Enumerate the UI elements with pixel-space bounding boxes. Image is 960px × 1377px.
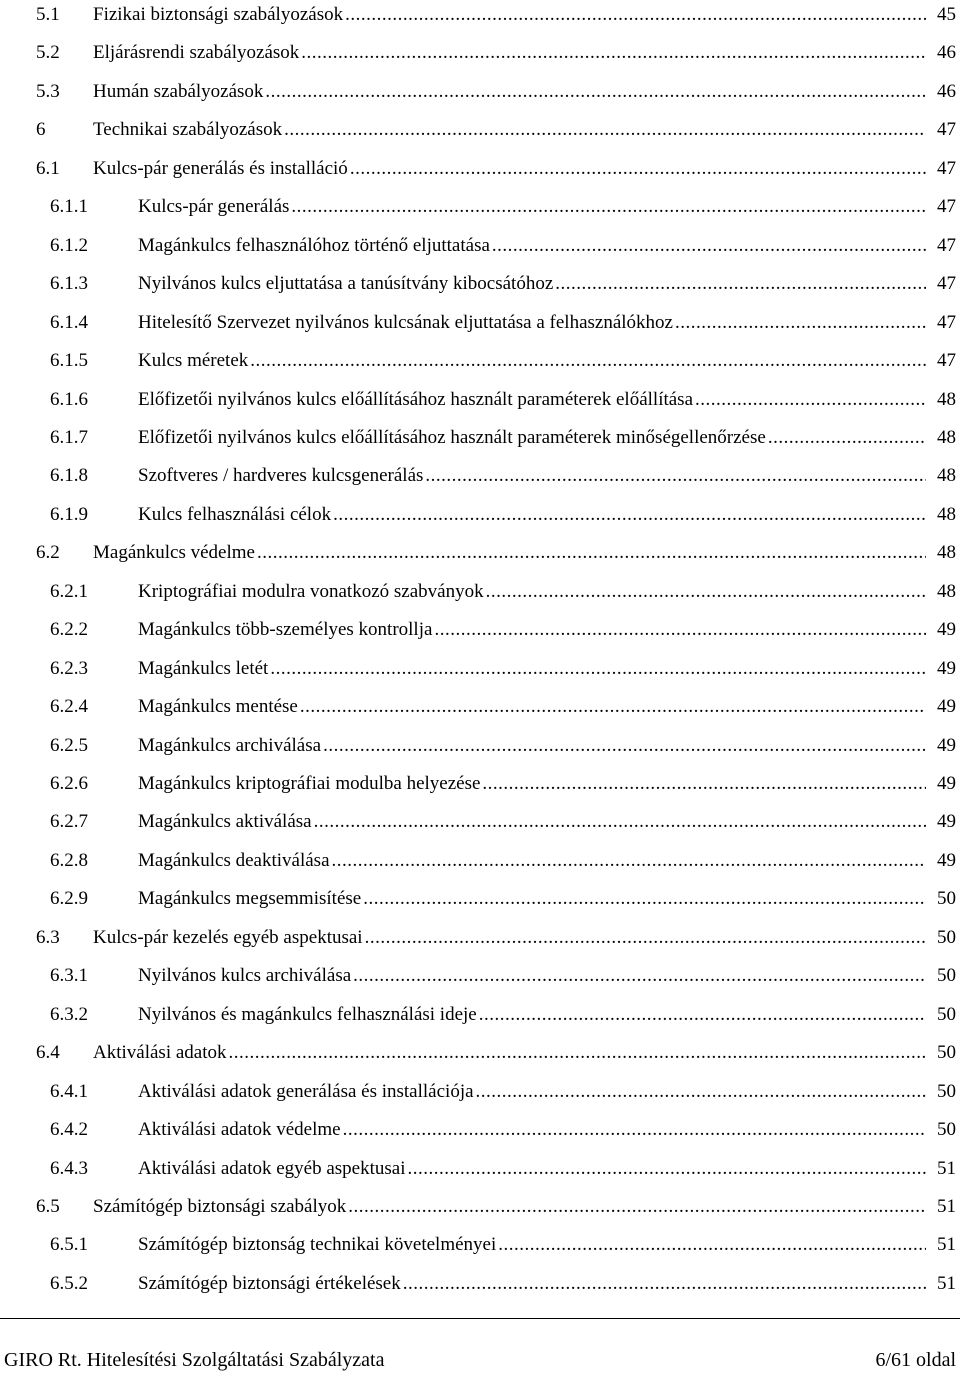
toc-entry-leader bbox=[138, 385, 926, 415]
toc-entry-title: Magánkulcs deaktiválása bbox=[138, 849, 330, 871]
toc-entry-page: 46 bbox=[937, 80, 956, 102]
toc-entry[interactable] bbox=[0, 423, 960, 453]
toc-entry-page: 48 bbox=[937, 388, 956, 410]
toc-entry-page: 50 bbox=[937, 926, 956, 948]
dot-leader bbox=[229, 1038, 927, 1068]
toc-entry-title: Kulcs méretek bbox=[138, 350, 249, 372]
toc-entry-page: 51 bbox=[937, 1195, 956, 1217]
dot-leader bbox=[555, 269, 926, 299]
toc-entry-title: Előfizetői nyilvános kulcs előállításához használt paraméterek előállítása bbox=[138, 388, 694, 410]
dot-leader bbox=[479, 1000, 926, 1030]
toc-entry-number: 5.2 bbox=[36, 42, 60, 64]
toc-entry[interactable] bbox=[0, 654, 960, 684]
toc-entry-leader bbox=[138, 269, 926, 299]
dot-leader bbox=[265, 77, 926, 107]
toc-entry-title: Számítógép biztonsági szabályok bbox=[93, 1195, 347, 1217]
toc-entry-number: 6.4.1 bbox=[50, 1080, 88, 1102]
page-footer bbox=[0, 1318, 960, 1377]
toc-entry-title: Technikai szabályozások bbox=[93, 119, 283, 141]
toc-entry-number: 6.2.2 bbox=[50, 619, 88, 641]
toc-entry-number: 6.1.1 bbox=[50, 196, 88, 218]
toc-entry-number: 6.1.3 bbox=[50, 273, 88, 295]
toc-entry-page: 46 bbox=[937, 42, 956, 64]
toc-entry-page: 50 bbox=[937, 1042, 956, 1064]
toc-entry-number: 6.4.3 bbox=[50, 1157, 88, 1179]
toc-entry-page: 51 bbox=[937, 1157, 956, 1179]
toc-entry-title: Kulcs-pár generálás bbox=[138, 196, 290, 218]
toc-entry-title: Kriptográfiai modulra vonatkozó szabványok bbox=[138, 580, 484, 602]
toc-entry-leader bbox=[138, 1115, 926, 1145]
toc-entry[interactable] bbox=[0, 577, 960, 607]
toc-entry-leader bbox=[138, 500, 926, 530]
toc-entry[interactable] bbox=[0, 115, 960, 145]
dot-leader bbox=[492, 231, 926, 261]
toc-entry-title: Magánkulcs megsemmisítése bbox=[138, 888, 362, 910]
toc-entry-title: Magánkulcs felhasználóhoz történő eljuttatása bbox=[138, 234, 490, 256]
toc-entry-title: Kulcs-pár kezelés egyéb aspektusai bbox=[93, 926, 363, 948]
toc-entry-number: 6.1.5 bbox=[50, 350, 88, 372]
toc-entry-number: 6.2.7 bbox=[50, 811, 88, 833]
dot-leader bbox=[498, 1230, 926, 1260]
toc-entry-title: Előfizetői nyilvános kulcs előállításához használt paraméterek minőségellenőrzése bbox=[138, 426, 766, 448]
toc-entry-page: 49 bbox=[937, 811, 956, 833]
toc-entry-page: 50 bbox=[937, 1119, 956, 1141]
toc-entry-leader bbox=[93, 538, 926, 568]
toc-entry-leader bbox=[138, 1269, 926, 1299]
toc-entry-page: 50 bbox=[937, 965, 956, 987]
toc-entry-leader bbox=[138, 1077, 926, 1107]
dot-leader bbox=[343, 1115, 926, 1145]
toc-entry[interactable] bbox=[0, 807, 960, 837]
toc-entry-leader bbox=[138, 807, 926, 837]
toc-entry-number: 6.2.9 bbox=[50, 888, 88, 910]
toc-entry-title: Magánkulcs archiválása bbox=[138, 734, 322, 756]
toc-entry-number: 5.3 bbox=[36, 80, 60, 102]
toc-entry[interactable] bbox=[0, 500, 960, 530]
toc-entry-page: 47 bbox=[937, 234, 956, 256]
toc-entry-leader bbox=[93, 1192, 926, 1222]
dot-leader bbox=[768, 423, 926, 453]
toc-entry-number: 6.5 bbox=[36, 1195, 60, 1217]
dot-leader bbox=[291, 192, 926, 222]
toc-entry-number: 6.3.1 bbox=[50, 965, 88, 987]
toc-entry-page: 49 bbox=[937, 619, 956, 641]
dot-leader bbox=[333, 500, 926, 530]
toc-entry-title: Magánkulcs letét bbox=[138, 657, 269, 679]
toc-entry-page: 47 bbox=[937, 311, 956, 333]
toc-entry-title: Nyilvános és magánkulcs felhasználási ideje bbox=[138, 1003, 477, 1025]
dot-leader bbox=[365, 923, 926, 953]
toc-entry-leader bbox=[93, 115, 926, 145]
dot-leader bbox=[284, 115, 926, 145]
toc-entry[interactable] bbox=[0, 38, 960, 68]
toc-entry-leader bbox=[138, 1154, 926, 1184]
toc-entry-page: 50 bbox=[937, 1003, 956, 1025]
toc-entry-leader bbox=[93, 77, 926, 107]
footer-document-title: GIRO Rt. Hitelesítési Szolgáltatási Szabályzata bbox=[4, 1349, 385, 1371]
toc-entry[interactable] bbox=[0, 308, 960, 338]
toc-entry-number: 6.2 bbox=[36, 542, 60, 564]
toc-entry-title: Aktiválási adatok védelme bbox=[138, 1119, 341, 1141]
toc-entry-title: Eljárásrendi szabályozások bbox=[93, 42, 300, 64]
dot-leader bbox=[323, 731, 926, 761]
toc-entry-number: 6.2.1 bbox=[50, 580, 88, 602]
toc-entry[interactable] bbox=[0, 1077, 960, 1107]
dot-leader bbox=[348, 1192, 926, 1222]
toc-entry-leader bbox=[138, 692, 926, 722]
toc-entry[interactable] bbox=[0, 192, 960, 222]
toc-entry[interactable] bbox=[0, 1038, 960, 1068]
toc-entry-title: Kulcs-pár generálás és installáció bbox=[93, 157, 348, 179]
toc-entry-page: 51 bbox=[937, 1272, 956, 1294]
toc-entry-page: 49 bbox=[937, 696, 956, 718]
toc-entry[interactable] bbox=[0, 923, 960, 953]
toc-entry-leader bbox=[138, 308, 926, 338]
toc-entry-title: Magánkulcs kriptográfiai modulba helyezése bbox=[138, 773, 481, 794]
toc-entry-leader bbox=[93, 923, 926, 953]
toc-entry-number: 6.5.1 bbox=[50, 1234, 88, 1256]
toc-entry-number: 6 bbox=[36, 119, 46, 141]
toc-entry-page: 49 bbox=[937, 773, 956, 794]
toc-entry-page: 51 bbox=[937, 1234, 956, 1256]
toc-entry-number: 6.5.2 bbox=[50, 1272, 88, 1294]
toc-entry-leader bbox=[138, 654, 926, 684]
toc-entry-title: Nyilvános kulcs archiválása bbox=[138, 965, 352, 987]
toc-entry-number: 6.1.6 bbox=[50, 388, 88, 410]
dot-leader bbox=[408, 1154, 926, 1184]
toc-entry-number: 6.1.4 bbox=[50, 311, 88, 333]
toc-entry-page: 49 bbox=[937, 657, 956, 679]
toc-entry-leader bbox=[138, 577, 926, 607]
toc-entry[interactable] bbox=[0, 961, 960, 991]
dot-leader bbox=[476, 1077, 926, 1107]
toc-entry-number: 6.4 bbox=[36, 1042, 60, 1064]
toc-entry-title: Számítógép biztonsági értékelések bbox=[138, 1272, 401, 1294]
toc-entry-leader bbox=[138, 346, 926, 376]
toc-entry-page: 48 bbox=[937, 580, 956, 602]
toc-entry-number: 6.1.8 bbox=[50, 465, 88, 487]
dot-leader bbox=[314, 807, 926, 837]
toc-entry[interactable] bbox=[0, 1192, 960, 1222]
dot-leader bbox=[300, 692, 926, 722]
dot-leader bbox=[350, 154, 926, 184]
toc-entry-leader bbox=[138, 846, 926, 876]
toc-entry-page: 48 bbox=[937, 503, 956, 525]
dot-leader bbox=[257, 538, 926, 568]
toc-entry[interactable] bbox=[0, 884, 960, 914]
toc-entry-title: Magánkulcs mentése bbox=[138, 696, 298, 718]
toc-entry-page: 47 bbox=[937, 119, 956, 141]
dot-leader bbox=[695, 385, 926, 415]
toc-entry[interactable] bbox=[0, 231, 960, 261]
toc-entry-leader bbox=[138, 231, 926, 261]
toc-entry-title: Aktiválási adatok egyéb aspektusai bbox=[138, 1157, 406, 1179]
toc-entry[interactable] bbox=[0, 1115, 960, 1145]
toc-entry-title: Szoftveres / hardveres kulcsgenerálás bbox=[138, 465, 424, 487]
toc-entry-page: 48 bbox=[937, 542, 956, 564]
toc-entry-leader bbox=[138, 1000, 926, 1030]
toc-entry-page: 47 bbox=[937, 350, 956, 372]
dot-leader bbox=[434, 615, 926, 645]
toc-entry-title: Magánkulcs védelme bbox=[93, 542, 255, 564]
dot-leader bbox=[486, 577, 926, 607]
dot-leader bbox=[301, 38, 926, 68]
toc-entry[interactable] bbox=[0, 0, 960, 30]
dot-leader bbox=[425, 461, 926, 491]
toc-entry-page: 47 bbox=[937, 273, 956, 295]
toc-entry[interactable] bbox=[0, 1230, 960, 1260]
toc-entry[interactable] bbox=[0, 769, 960, 799]
toc-entry-title: Aktiválási adatok bbox=[93, 1042, 227, 1064]
toc-entry-page: 50 bbox=[937, 888, 956, 910]
dot-leader bbox=[270, 654, 926, 684]
toc-entry-page: 47 bbox=[937, 157, 956, 179]
toc-entry-number: 6.2.8 bbox=[50, 849, 88, 871]
toc-entry-leader bbox=[138, 884, 926, 914]
toc-entry-page: 48 bbox=[937, 465, 956, 487]
dot-leader bbox=[332, 846, 926, 876]
dot-leader bbox=[363, 884, 926, 914]
toc-entry-title: Kulcs felhasználási célok bbox=[138, 503, 332, 525]
toc-entry-title: Számítógép biztonság technikai követelményei bbox=[138, 1234, 497, 1256]
toc-entry[interactable] bbox=[0, 346, 960, 376]
toc-entry-page: 47 bbox=[937, 196, 956, 218]
toc-entry-number: 6.1 bbox=[36, 157, 60, 179]
toc-entry-title: Hitelesítő Szervezet nyilvános kulcsának eljuttatása a felhasználókhoz bbox=[138, 311, 673, 333]
toc-entry[interactable] bbox=[0, 615, 960, 645]
toc-entry[interactable] bbox=[0, 538, 960, 568]
toc-entry-title: Fizikai biztonsági szabályozások bbox=[93, 4, 344, 25]
toc-entry-title: Magánkulcs több-személyes kontrollja bbox=[138, 619, 433, 641]
toc-entry-page: 49 bbox=[937, 849, 956, 871]
toc-entry-leader bbox=[93, 1038, 926, 1068]
toc-entry-page: 45 bbox=[937, 4, 956, 25]
footer-page-number: 6/61 oldal bbox=[875, 1349, 956, 1371]
toc-entry-number: 6.1.9 bbox=[50, 503, 88, 525]
dot-leader bbox=[353, 961, 926, 991]
toc-entry[interactable] bbox=[0, 1000, 960, 1030]
toc-entry-leader bbox=[138, 423, 926, 453]
toc-entry[interactable] bbox=[0, 1269, 960, 1299]
dot-leader bbox=[675, 308, 926, 338]
toc-entry[interactable] bbox=[0, 154, 960, 184]
toc-entry[interactable] bbox=[0, 846, 960, 876]
toc-entry[interactable] bbox=[0, 731, 960, 761]
toc-entry-leader bbox=[138, 615, 926, 645]
toc-entry-number: 6.1.7 bbox=[50, 426, 88, 448]
toc-entry-number: 5.1 bbox=[36, 4, 60, 25]
toc-entry-title: Humán szabályozások bbox=[93, 80, 264, 102]
toc-entry-leader bbox=[93, 154, 926, 184]
dot-leader bbox=[345, 0, 926, 30]
toc-entry-number: 6.2.5 bbox=[50, 734, 88, 756]
toc-entry-leader bbox=[138, 731, 926, 761]
toc-entry-page: 49 bbox=[937, 734, 956, 756]
toc-entry-leader bbox=[93, 38, 926, 68]
toc-entry-leader bbox=[138, 192, 926, 222]
dot-leader bbox=[250, 346, 926, 376]
toc-entry-title: Nyilvános kulcs eljuttatása a tanúsítvány kibocsátóhoz bbox=[138, 273, 554, 295]
toc-entry-leader bbox=[138, 461, 926, 491]
toc-entry-leader bbox=[138, 961, 926, 991]
toc-entry-leader bbox=[138, 1230, 926, 1260]
toc-entry[interactable] bbox=[0, 269, 960, 299]
toc-entry-number: 6.2.4 bbox=[50, 696, 88, 718]
toc-entry-leader bbox=[93, 0, 926, 30]
toc-entry-page: 48 bbox=[937, 426, 956, 448]
toc-entry-number: 6.2.3 bbox=[50, 657, 88, 679]
toc-entry-title: Magánkulcs aktiválása bbox=[138, 811, 312, 833]
toc-entry[interactable] bbox=[0, 385, 960, 415]
toc-entry-number: 6.4.2 bbox=[50, 1119, 88, 1141]
toc-entry[interactable] bbox=[0, 77, 960, 107]
dot-leader bbox=[482, 769, 926, 799]
toc-entry-page: 50 bbox=[937, 1080, 956, 1102]
toc-entry-number: 6.3.2 bbox=[50, 1003, 88, 1025]
dot-leader bbox=[403, 1269, 926, 1299]
toc-entry[interactable] bbox=[0, 461, 960, 491]
toc-entry-number: 6.2.6 bbox=[50, 773, 88, 794]
toc-entry[interactable] bbox=[0, 1154, 960, 1184]
toc-entry-leader bbox=[138, 769, 926, 799]
toc-entry[interactable] bbox=[0, 692, 960, 722]
toc-entry-number: 6.1.2 bbox=[50, 234, 88, 256]
toc-entry-title: Aktiválási adatok generálása és installációja bbox=[138, 1080, 474, 1102]
toc-entry-number: 6.3 bbox=[36, 926, 60, 948]
